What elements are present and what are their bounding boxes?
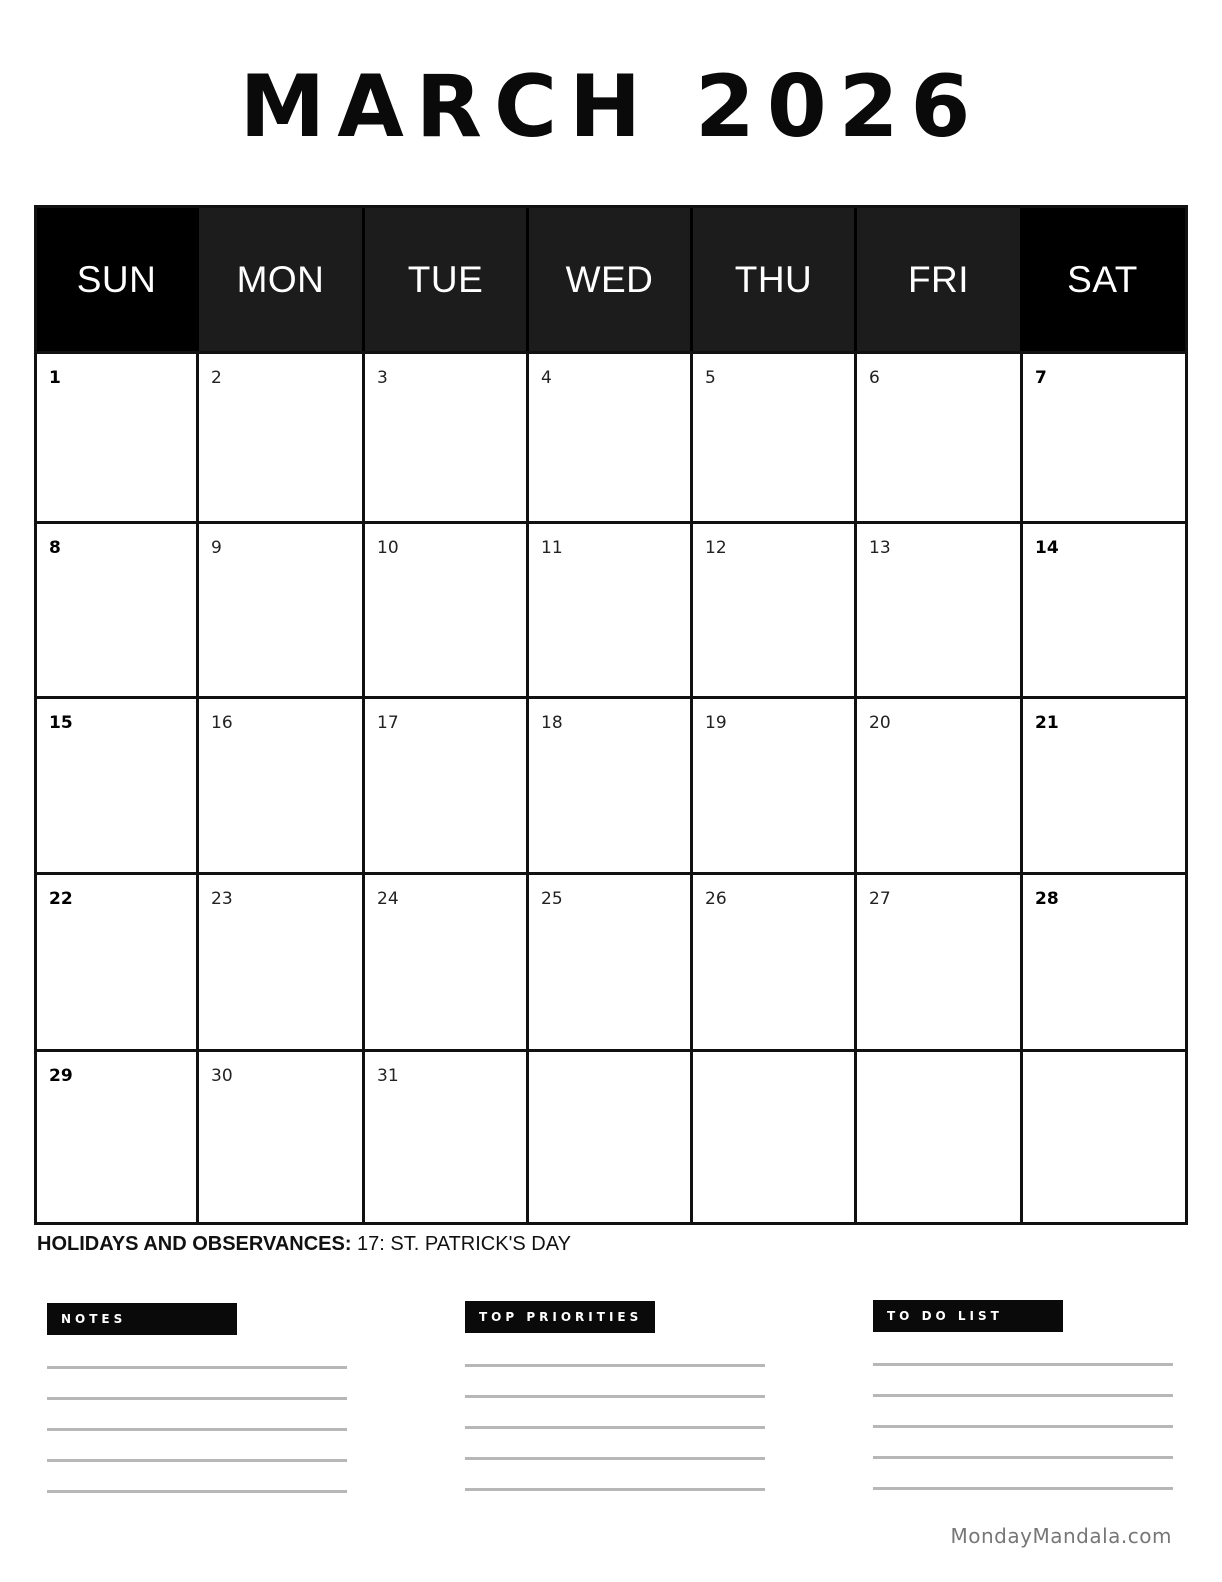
day-cell-6[interactable]: [857, 351, 1023, 521]
writing-line[interactable]: [47, 1490, 347, 1493]
weekday-header-fri: FRI: [857, 208, 1023, 351]
footer-brand: MondayMandala.com: [950, 1524, 1172, 1548]
writing-line[interactable]: [47, 1366, 347, 1369]
weekday-header-mon: MON: [199, 208, 365, 351]
day-number: 11: [541, 538, 563, 558]
day-cell-12[interactable]: [693, 521, 857, 696]
day-number: 27: [869, 889, 891, 909]
day-cell-18[interactable]: [529, 696, 693, 872]
day-number: 7: [1035, 368, 1047, 388]
top-priorities-lines[interactable]: [465, 1364, 767, 1491]
day-number: 29: [49, 1066, 73, 1086]
day-number: 23: [211, 889, 233, 909]
day-cell-29[interactable]: [37, 1049, 199, 1222]
day-cell-24[interactable]: [365, 872, 529, 1049]
day-number: 22: [49, 889, 73, 909]
day-number: 17: [377, 713, 399, 733]
day-number: 5: [705, 368, 716, 388]
notes-section: [47, 1303, 349, 1493]
day-cell-9[interactable]: [199, 521, 365, 696]
weekday-header-sun: SUN: [37, 208, 199, 351]
writing-line[interactable]: [465, 1457, 765, 1460]
day-number: 26: [705, 889, 727, 909]
day-number: 30: [211, 1066, 233, 1086]
day-cell-28[interactable]: [1023, 872, 1185, 1049]
day-cell-30[interactable]: [199, 1049, 365, 1222]
day-cell-26[interactable]: [693, 872, 857, 1049]
day-cell-25[interactable]: [529, 872, 693, 1049]
top-priorities-section: [465, 1301, 767, 1491]
weekday-header-tue: TUE: [365, 208, 529, 351]
day-number: 31: [377, 1066, 399, 1086]
day-cell-22[interactable]: [37, 872, 199, 1049]
day-number: 21: [1035, 713, 1059, 733]
writing-line[interactable]: [873, 1394, 1173, 1397]
writing-line[interactable]: [47, 1428, 347, 1431]
day-number: 12: [705, 538, 727, 558]
notes-label: NOTES: [47, 1303, 237, 1335]
day-cell-27[interactable]: [857, 872, 1023, 1049]
day-cell-23[interactable]: [199, 872, 365, 1049]
day-number: 19: [705, 713, 727, 733]
notes-lines[interactable]: [47, 1366, 349, 1493]
day-cell-16[interactable]: [199, 696, 365, 872]
writing-line[interactable]: [47, 1459, 347, 1462]
holidays-line: [37, 1233, 571, 1256]
day-number: 1: [49, 368, 61, 388]
day-number: 16: [211, 713, 233, 733]
day-number: 3: [377, 368, 388, 388]
day-number: 20: [869, 713, 891, 733]
writing-line[interactable]: [873, 1456, 1173, 1459]
day-cell-31[interactable]: [365, 1049, 529, 1222]
day-cell-10[interactable]: [365, 521, 529, 696]
holidays-text: 17: ST. PATRICK'S DAY: [351, 1233, 571, 1255]
top-priorities-label: TOP PRIORITIES: [465, 1301, 655, 1333]
writing-line[interactable]: [465, 1395, 765, 1398]
day-cell-21[interactable]: [1023, 696, 1185, 872]
writing-line[interactable]: [873, 1425, 1173, 1428]
day-cell-2[interactable]: [199, 351, 365, 521]
empty-day-cell[interactable]: [1023, 1049, 1185, 1222]
empty-day-cell[interactable]: [693, 1049, 857, 1222]
weekday-header-wed: WED: [529, 208, 693, 351]
day-number: 4: [541, 368, 552, 388]
day-cell-8[interactable]: [37, 521, 199, 696]
writing-line[interactable]: [873, 1363, 1173, 1366]
writing-line[interactable]: [465, 1488, 765, 1491]
day-cell-13[interactable]: [857, 521, 1023, 696]
day-number: 15: [49, 713, 73, 733]
writing-line[interactable]: [465, 1364, 765, 1367]
day-number: 13: [869, 538, 891, 558]
to-do-list-lines[interactable]: [873, 1363, 1175, 1490]
weekday-header-thu: THU: [693, 208, 857, 351]
day-cell-3[interactable]: [365, 351, 529, 521]
day-number: 2: [211, 368, 222, 388]
day-cell-4[interactable]: [529, 351, 693, 521]
day-number: 24: [377, 889, 399, 909]
day-number: 10: [377, 538, 399, 558]
empty-day-cell[interactable]: [857, 1049, 1023, 1222]
writing-line[interactable]: [873, 1487, 1173, 1490]
day-cell-17[interactable]: [365, 696, 529, 872]
empty-day-cell[interactable]: [529, 1049, 693, 1222]
day-number: 28: [1035, 889, 1059, 909]
calendar-title: MARCH 2026: [239, 57, 983, 157]
to-do-list-label: TO DO LIST: [873, 1300, 1063, 1332]
writing-line[interactable]: [465, 1426, 765, 1429]
day-number: 6: [869, 368, 880, 388]
day-cell-5[interactable]: [693, 351, 857, 521]
day-cell-20[interactable]: [857, 696, 1023, 872]
weekday-header-sat: SAT: [1023, 208, 1185, 351]
calendar-grid: [34, 205, 1188, 1225]
day-number: 14: [1035, 538, 1059, 558]
holidays-label: HOLIDAYS AND OBSERVANCES:: [37, 1233, 352, 1255]
day-cell-1[interactable]: [37, 351, 199, 521]
day-cell-19[interactable]: [693, 696, 857, 872]
day-cell-11[interactable]: [529, 521, 693, 696]
day-number: 25: [541, 889, 563, 909]
writing-line[interactable]: [47, 1397, 347, 1400]
day-cell-14[interactable]: [1023, 521, 1185, 696]
day-number: 9: [211, 538, 222, 558]
day-number: 18: [541, 713, 563, 733]
day-cell-15[interactable]: [37, 696, 199, 872]
day-number: 8: [49, 538, 61, 558]
to-do-list-section: [873, 1300, 1175, 1490]
day-cell-7[interactable]: [1023, 351, 1185, 521]
